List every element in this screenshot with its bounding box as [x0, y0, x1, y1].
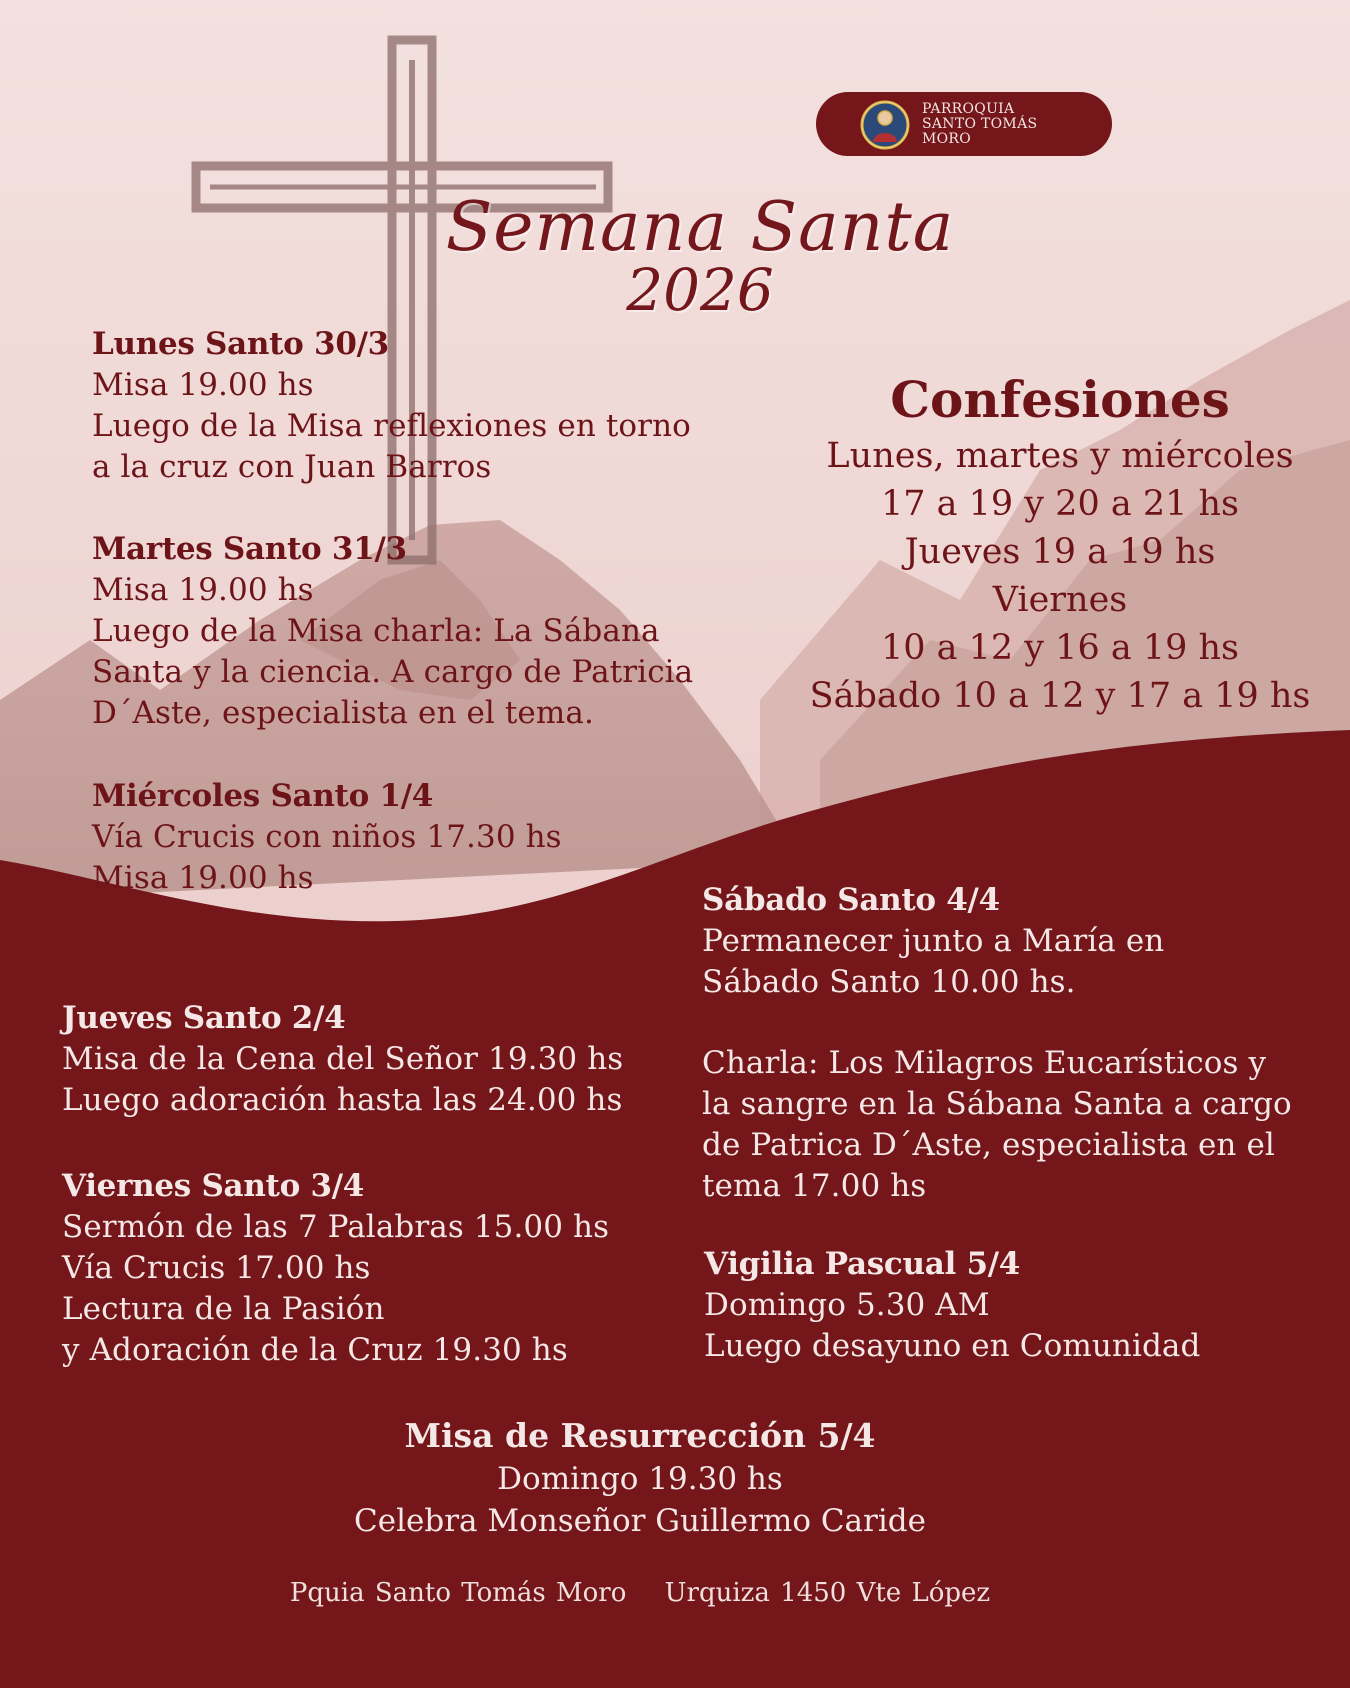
event-line: Celebra Monseñor Guillermo Caride: [354, 1503, 926, 1539]
event-charla-sabado: [702, 1043, 1292, 1207]
event-heading: Miércoles Santo 1/4: [92, 778, 434, 814]
saint-emblem-icon: [860, 100, 910, 150]
event-line: Lectura de la Pasión: [62, 1291, 385, 1327]
confesiones-heading: Confesiones: [890, 370, 1230, 429]
event-line: de Patrica D´Aste, especialista en el: [702, 1127, 1275, 1163]
event-sabado-santo: [702, 880, 1164, 1003]
event-line: Misa 19.00 hs: [92, 367, 314, 403]
event-line: Vía Crucis 17.00 hs: [62, 1250, 371, 1286]
event-vigilia-pascual: [704, 1244, 1200, 1367]
event-line: Sermón de las 7 Palabras 15.00 hs: [62, 1209, 610, 1245]
footer-parish: Pquia Santo Tomás Moro: [289, 1578, 627, 1608]
confesiones-block: [780, 368, 1340, 720]
parish-badge: [816, 92, 1112, 156]
event-line: D´Aste, especialista en el tema.: [92, 695, 594, 731]
badge-line: PARROQUIA: [922, 100, 1015, 117]
event-heading: Viernes Santo 3/4: [62, 1168, 365, 1204]
event-line: Domingo 5.30 AM: [704, 1287, 990, 1323]
event-miercoles-santo: [92, 776, 562, 899]
confesiones-line: Jueves 19 a 19 hs: [904, 532, 1216, 572]
page-year: 2026: [626, 256, 774, 324]
event-line: Luego adoración hasta las 24.00 hs: [62, 1082, 623, 1118]
badge-line: SANTO TOMÁS: [922, 115, 1038, 132]
event-heading: Vigilia Pascual 5/4: [704, 1246, 1021, 1282]
event-heading: Misa de Resurrección 5/4: [404, 1416, 876, 1455]
badge-line: MORO: [922, 130, 972, 147]
event-heading: Martes Santo 31/3: [92, 531, 407, 567]
event-lunes-santo: [92, 324, 691, 488]
footer-address: Urquiza 1450 Vte López: [664, 1578, 991, 1608]
confesiones-line: 17 a 19 y 20 a 21 hs: [880, 484, 1240, 524]
event-line: Charla: Los Milagros Eucarísticos y: [702, 1045, 1267, 1081]
event-martes-santo: [92, 529, 693, 734]
page-title: Semana Santa: [445, 188, 955, 267]
event-heading: Sábado Santo 4/4: [702, 882, 1000, 918]
badge-text: [922, 102, 1037, 147]
event-line: Domingo 19.30 hs: [497, 1461, 783, 1497]
footer: [240, 1578, 1040, 1608]
event-line: a la cruz con Juan Barros: [92, 449, 492, 485]
confesiones-line: Viernes: [992, 580, 1128, 620]
event-line: Misa 19.00 hs: [92, 572, 314, 608]
event-line: tema 17.00 hs: [702, 1168, 927, 1204]
event-heading: Lunes Santo 30/3: [92, 326, 389, 362]
event-line: Sábado Santo 10.00 hs.: [702, 964, 1076, 1000]
event-line: Luego de la Misa charla: La Sábana: [92, 613, 660, 649]
event-resurreccion: [240, 1414, 1040, 1542]
event-line: Luego de la Misa reflexiones en torno: [92, 408, 691, 444]
event-line: Vía Crucis con niños 17.30 hs: [92, 819, 562, 855]
event-line: y Adoración de la Cruz 19.30 hs: [62, 1332, 568, 1368]
event-line: Permanecer junto a María en: [702, 923, 1165, 959]
event-line: Misa 19.00 hs: [92, 860, 314, 896]
event-line: Misa de la Cena del Señor 19.30 hs: [62, 1041, 624, 1077]
event-jueves-santo: [62, 998, 623, 1121]
confesiones-line: 10 a 12 y 16 a 19 hs: [880, 628, 1240, 668]
confesiones-line: Lunes, martes y miércoles: [826, 436, 1294, 476]
confesiones-line: Sábado 10 a 12 y 17 a 19 hs: [809, 676, 1311, 716]
event-heading: Jueves Santo 2/4: [62, 1000, 346, 1036]
event-viernes-santo: [62, 1166, 609, 1371]
event-line: Luego desayuno en Comunidad: [704, 1328, 1201, 1364]
event-line: Santa y la ciencia. A cargo de Patricia: [92, 654, 694, 690]
event-line: la sangre en la Sábana Santa a cargo: [702, 1086, 1292, 1122]
